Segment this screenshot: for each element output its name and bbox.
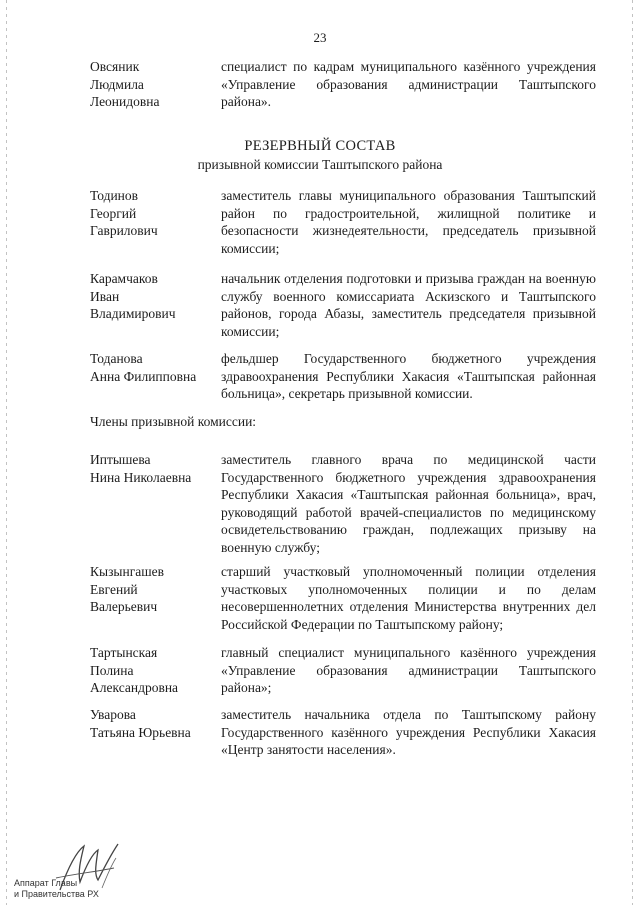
person-name: Уварова Татьяна Юрьевна bbox=[90, 707, 191, 740]
person-name: Овсяник Людмила Леонидовна bbox=[90, 59, 160, 110]
person-position: фельдшер Государственного бюджетного учреждения здравоохранения Республики Хакасия «Таштыпская районная больница», секретарь призывной комиссии. bbox=[221, 351, 596, 402]
left-margin-dots bbox=[6, 0, 7, 905]
person-name: Тартынская Полина Александровна bbox=[90, 645, 179, 696]
person-position: заместитель начальника отдела по Таштыпскому району Государственного казённого учреждения Республики Хакасия «Центр занятости населения». bbox=[221, 707, 596, 758]
person-name: Карамчаков Иван Владимирович bbox=[90, 271, 176, 322]
reserve-section-heading bbox=[0, 138, 640, 173]
stamp-line: Аппарат Главы bbox=[14, 878, 78, 888]
section-title: РЕЗЕРВНЫЙ СОСТАВ bbox=[244, 138, 396, 154]
stamp-line: и Правительства РХ bbox=[14, 889, 99, 899]
person-name: Иптышева Нина Николаевна bbox=[90, 452, 192, 485]
person-name: Тоданова Анна Филипповна bbox=[90, 351, 197, 384]
person-name: Тодинов Георгий Гаврилович bbox=[90, 188, 158, 239]
page-number: 23 bbox=[313, 30, 327, 45]
person-position: главный специалист муниципального казённого учреждения «Управление образования администрации Таштыпского района»; bbox=[221, 645, 596, 696]
office-stamp bbox=[14, 838, 124, 900]
right-margin-dots bbox=[632, 0, 633, 905]
person-position: начальник отделения подготовки и призыва граждан на военную службу военного комиссариата Аскизского и Таштыпского районов, города Абазы, заместитель председателя призывной комиссии; bbox=[221, 271, 596, 339]
members-heading: Члены призывной комиссии: bbox=[90, 414, 257, 429]
person-position: заместитель главного врача по медицинской части Государственного бюджетного учреждения здравоохранения Республики Хакасия «Таштыпская районная больница», врач, руководящий работой врачей-специалистов по медицинскому освидетельствованию граждан, подлежащих призыву на военную службу; bbox=[221, 452, 596, 555]
person-name: Кызынгашев Евгений Валерьевич bbox=[90, 564, 164, 615]
person-position: старший участковый уполномоченный полиции отделения участковых уполномоченных полиции и по делам несовершеннолетних отделения Министерства внутренних дел Российской Федерации по Таштыпскому району; bbox=[221, 564, 596, 632]
person-position: специалист по кадрам муниципального казённого учреждения «Управление образования администрации Таштыпского района». bbox=[221, 59, 596, 110]
person-position: заместитель главы муниципального образования Таштыпский район по градостроительной, жилищной политике и безопасности жизнедеятельности, председатель призывной комиссии; bbox=[221, 188, 596, 256]
section-subtitle: призывной комиссии Таштыпского района bbox=[197, 157, 443, 172]
